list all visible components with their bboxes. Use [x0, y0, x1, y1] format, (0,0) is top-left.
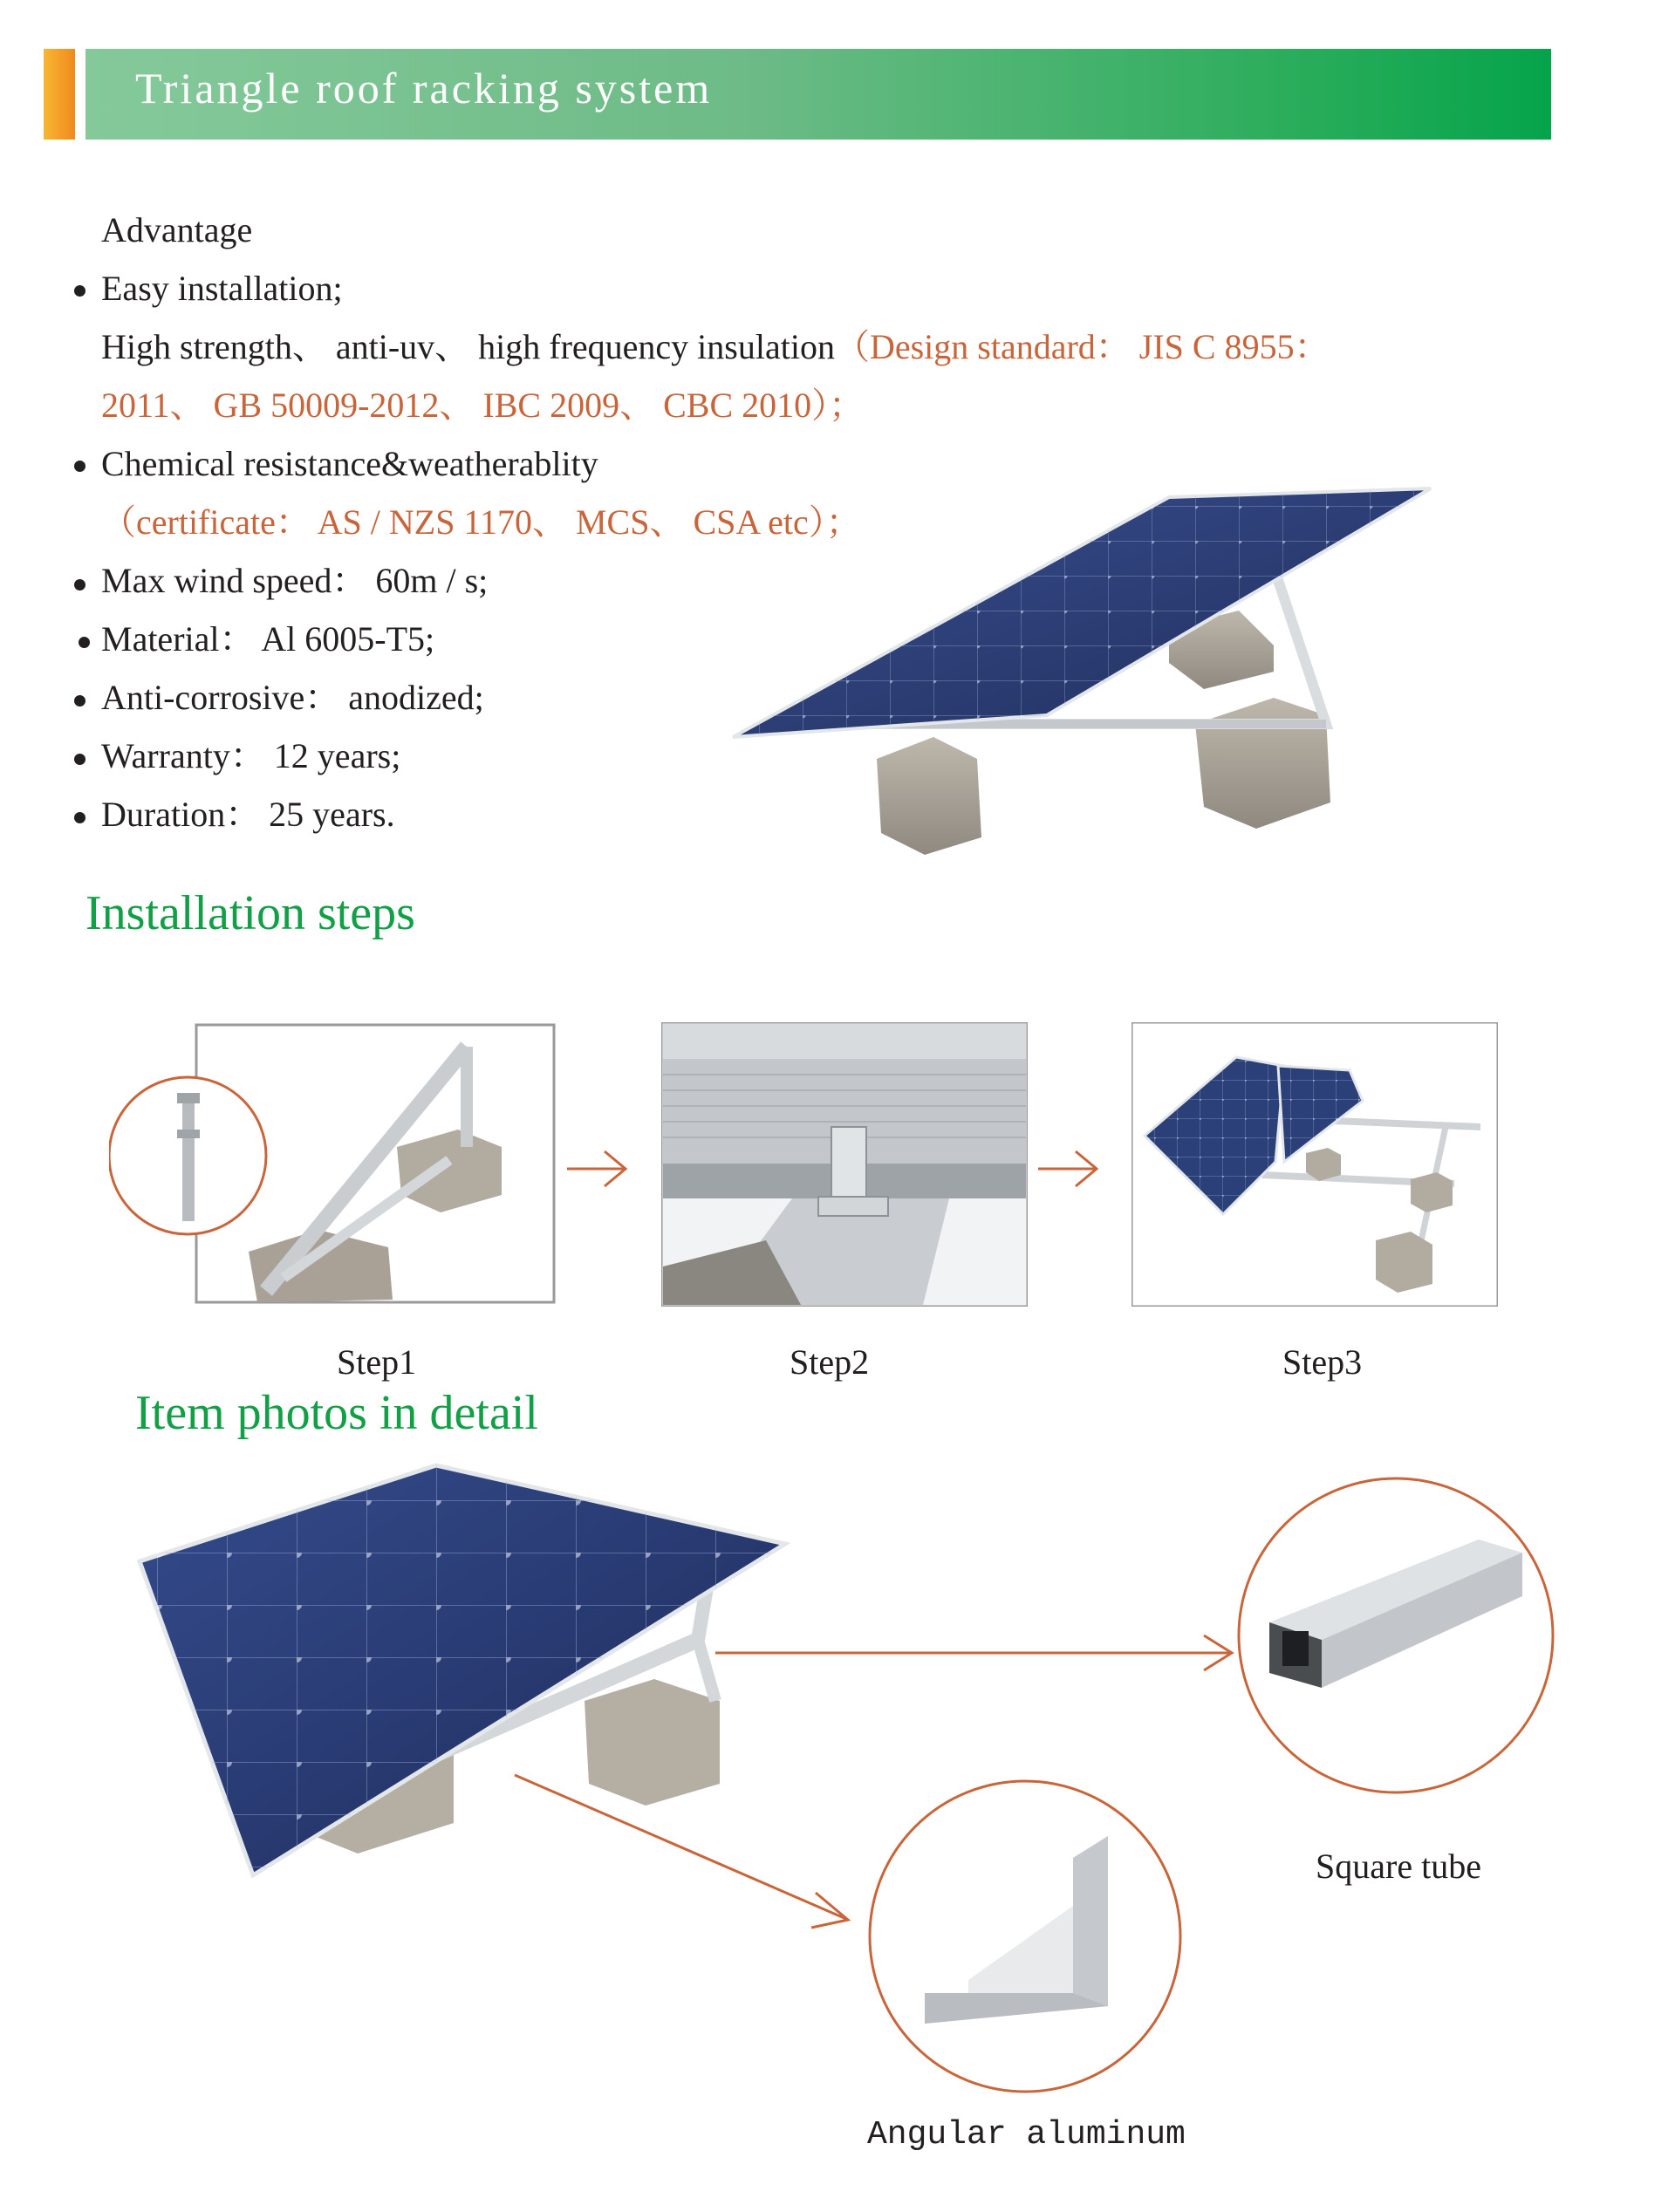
step3-label: Step3 — [1282, 1342, 1363, 1382]
bullet-icon — [74, 461, 85, 472]
page-title: Triangle roof racking system — [135, 64, 713, 113]
installation-steps-heading: Installation steps — [85, 886, 415, 940]
square-tube-label: Square tube — [1316, 1847, 1481, 1886]
advantage-heading: Advantage — [101, 210, 253, 249]
bullet-icon — [74, 579, 85, 591]
header-accent-bar — [44, 49, 75, 140]
advantage-chemical-resistance: Chemical resistance&weatherablity — [101, 444, 598, 483]
bullet-icon — [79, 637, 90, 648]
bullet-icon — [74, 812, 85, 823]
advantage-material: Material： Al 6005-T5; — [101, 619, 435, 659]
square-tube-image — [1234, 1474, 1557, 1797]
arrow-to-angular-aluminum — [510, 1771, 859, 1945]
step2-image — [661, 1022, 1028, 1307]
bullet-icon — [74, 285, 85, 297]
advantage-warranty: Warranty： 12 years; — [101, 736, 401, 775]
arrow-right-icon — [563, 1147, 632, 1191]
design-standard-text: （Design standard： JIS C 8955： — [834, 327, 1330, 366]
angular-aluminum-image — [864, 1775, 1186, 2098]
bullet-icon — [74, 754, 85, 765]
arrow-right-icon — [1034, 1147, 1104, 1191]
hero-solar-mount-image — [715, 436, 1448, 881]
angular-aluminum-label: Angular aluminum — [867, 2116, 1186, 2154]
step1-image — [109, 1016, 563, 1313]
step2-label: Step2 — [790, 1342, 870, 1382]
certificate-text: （certificate： AS / NZS 1170、 MCS、 CSA etc）； — [101, 502, 861, 542]
advantage-easy-installation: Easy installation; — [101, 269, 343, 308]
bullet-icon — [74, 695, 85, 707]
step3-image — [1131, 1022, 1498, 1307]
design-standard-continued: 2011、 GB 50009-2012、 IBC 2009、 CBC 2010）； — [101, 386, 865, 425]
step1-label: Step1 — [337, 1342, 417, 1382]
concrete-block — [1195, 698, 1330, 829]
advantage-anti-corrosive: Anti-corrosive： anodized; — [101, 678, 484, 717]
advantage-high-strength-text: High strength、 anti-uv、 high frequency insulation — [101, 327, 835, 366]
item-photos-heading: Item photos in detail — [135, 1386, 538, 1440]
advantage-max-wind-speed: Max wind speed： 60m / s; — [101, 561, 489, 600]
arrow-to-square-tube — [715, 1631, 1239, 1675]
concrete-block — [877, 737, 981, 855]
advantage-duration: Duration： 25 years. — [101, 795, 395, 834]
advantage-high-strength — [101, 317, 1330, 376]
